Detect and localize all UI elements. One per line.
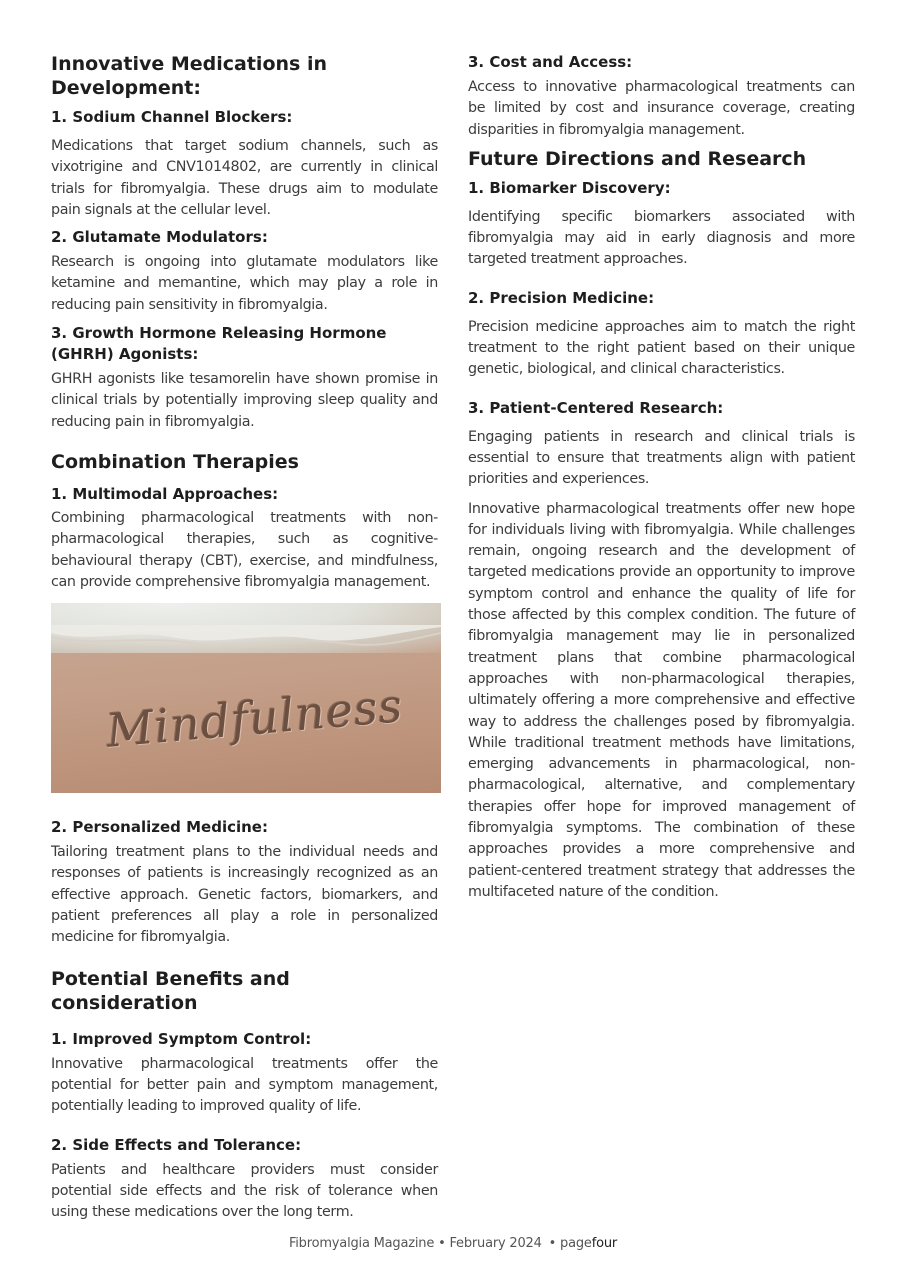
footer-page-number: four: [591, 1236, 618, 1251]
footer-separator: •: [438, 1236, 446, 1251]
footer-separator-2: •: [548, 1236, 557, 1251]
sodium-channel-title: 1. Sodium Channel Blockers:: [51, 108, 293, 126]
footer-publication: Fibromyalgia Magazine: [288, 1236, 435, 1251]
glutamate-title: 2. Glutamate Modulators:: [51, 228, 268, 247]
innovative-medications-heading: Innovative Medications in Development:: [51, 53, 327, 99]
ghrh-title: 3. Growth Hormone Releasing Hormone (GHRH) Agonists:: [51, 324, 387, 364]
left-column: [51, 50, 438, 1223]
right-column: [468, 50, 855, 903]
personalized-medicine-text: Tailoring treatment plans to the individual needs and responses of patients is increasingly recognized as an effective approach. Genetic factors, biomarkers, and patient preferences all play a role in personalized medicine for fibromyalgia.: [51, 844, 438, 946]
precision-medicine-title: 2. Precision Medicine:: [468, 288, 655, 307]
patient-centered-text: Engaging patients in research and clinical trials is essential to ensure that treatments align with patient priorities and experiences.: [468, 428, 855, 488]
page-footer: [0, 1236, 906, 1251]
biomarker-text: Identifying specific biomarkers associated with fibromyalgia may aid in early diagnosis and more targeted treatment approaches.: [468, 208, 855, 268]
potential-benefits-heading: Potential Benefits and consideration: [51, 967, 290, 1014]
side-effects-title: 2. Side Effects and Tolerance:: [51, 1135, 302, 1154]
wave-edge: [51, 625, 441, 655]
cost-access-text: Access to innovative pharmacological treatments can be limited by cost and insurance coverage, creating disparities in fibromyalgia management.: [468, 79, 855, 138]
multimodal-text: Combining pharmacological treatments with non-pharmacological therapies, such as cognitive-behavioural therapy (CBT), exercise, and mindfulness, can provide comprehensive fibromyalgia management.: [51, 509, 438, 590]
precision-medicine-text: Precision medicine approaches aim to match the right treatment to the right patient based on their unique genetic, biological, and clinical characteristics.: [468, 318, 855, 378]
personalized-medicine-title: 2. Personalized Medicine:: [51, 818, 268, 837]
combination-therapies-heading: Combination Therapies: [51, 450, 299, 473]
future-directions-heading: Future Directions and Research: [468, 147, 807, 170]
mindfulness-sand-writing: Mindfulness: [104, 678, 406, 759]
patient-centered-title: 3. Patient-Centered Research:: [468, 398, 724, 417]
side-effects-text: Patients and healthcare providers must consider potential side effects and the risk of tolerance when using these medications over the long term.: [51, 1161, 438, 1221]
multimodal-title: 1. Multimodal Approaches:: [51, 484, 279, 503]
cost-access-title: 3. Cost and Access:: [468, 53, 633, 71]
ghrh-text: GHRH agonists like tesamorelin have shown promise in clinical trials by potentially improving sleep quality and reducing pain in fibromyalgia.: [51, 371, 438, 430]
sodium-channel-text: Medications that target sodium channels, such as vixotrigine and CNV1014802, are currently in clinical trials for fibromyalgia. These drugs aim to modulate pain signals at the cellular level.: [51, 138, 438, 218]
conclusion-text: Innovative pharmacological treatments offer new hope for individuals living with fibromyalgia. While challenges remain, ongoing research and the development of targeted medications provide an opportunity to improve symptom control and enhance the quality of life for those affected by this complex condition. The future of fibromyalgia management may lie in personalized treatment plans that combine pharmacological approaches with non-pharmacological therapies, ultimately offering a more comprehensive and effective way to address the challenges posed by fibromyalgia. While traditional treatment methods have limitations, emerging advancements in pharmacological, non-pharmacological, alternative, and complementary therapies offer hope for improved management of fibromyalgia symptoms. The combination of these approaches provides a more comprehensive and patient-centered treatment strategy that addresses the multifaceted nature of the condition.: [468, 500, 855, 900]
symptom-control-title: 1. Improved Symptom Control:: [51, 1029, 312, 1048]
biomarker-title: 1. Biomarker Discovery:: [468, 178, 671, 197]
footer-page-word: page: [560, 1236, 592, 1251]
footer-date: February 2024: [449, 1236, 542, 1251]
symptom-control-text: Innovative pharmacological treatments offer the potential for better pain and symptom management, potentially leading to improved quality of life.: [51, 1055, 438, 1115]
glutamate-text: Research is ongoing into glutamate modulators like ketamine and memantine, which may play a role in reducing pain sensitivity in fibromyalgia.: [51, 254, 438, 313]
mindfulness-sand-image: [51, 603, 441, 793]
